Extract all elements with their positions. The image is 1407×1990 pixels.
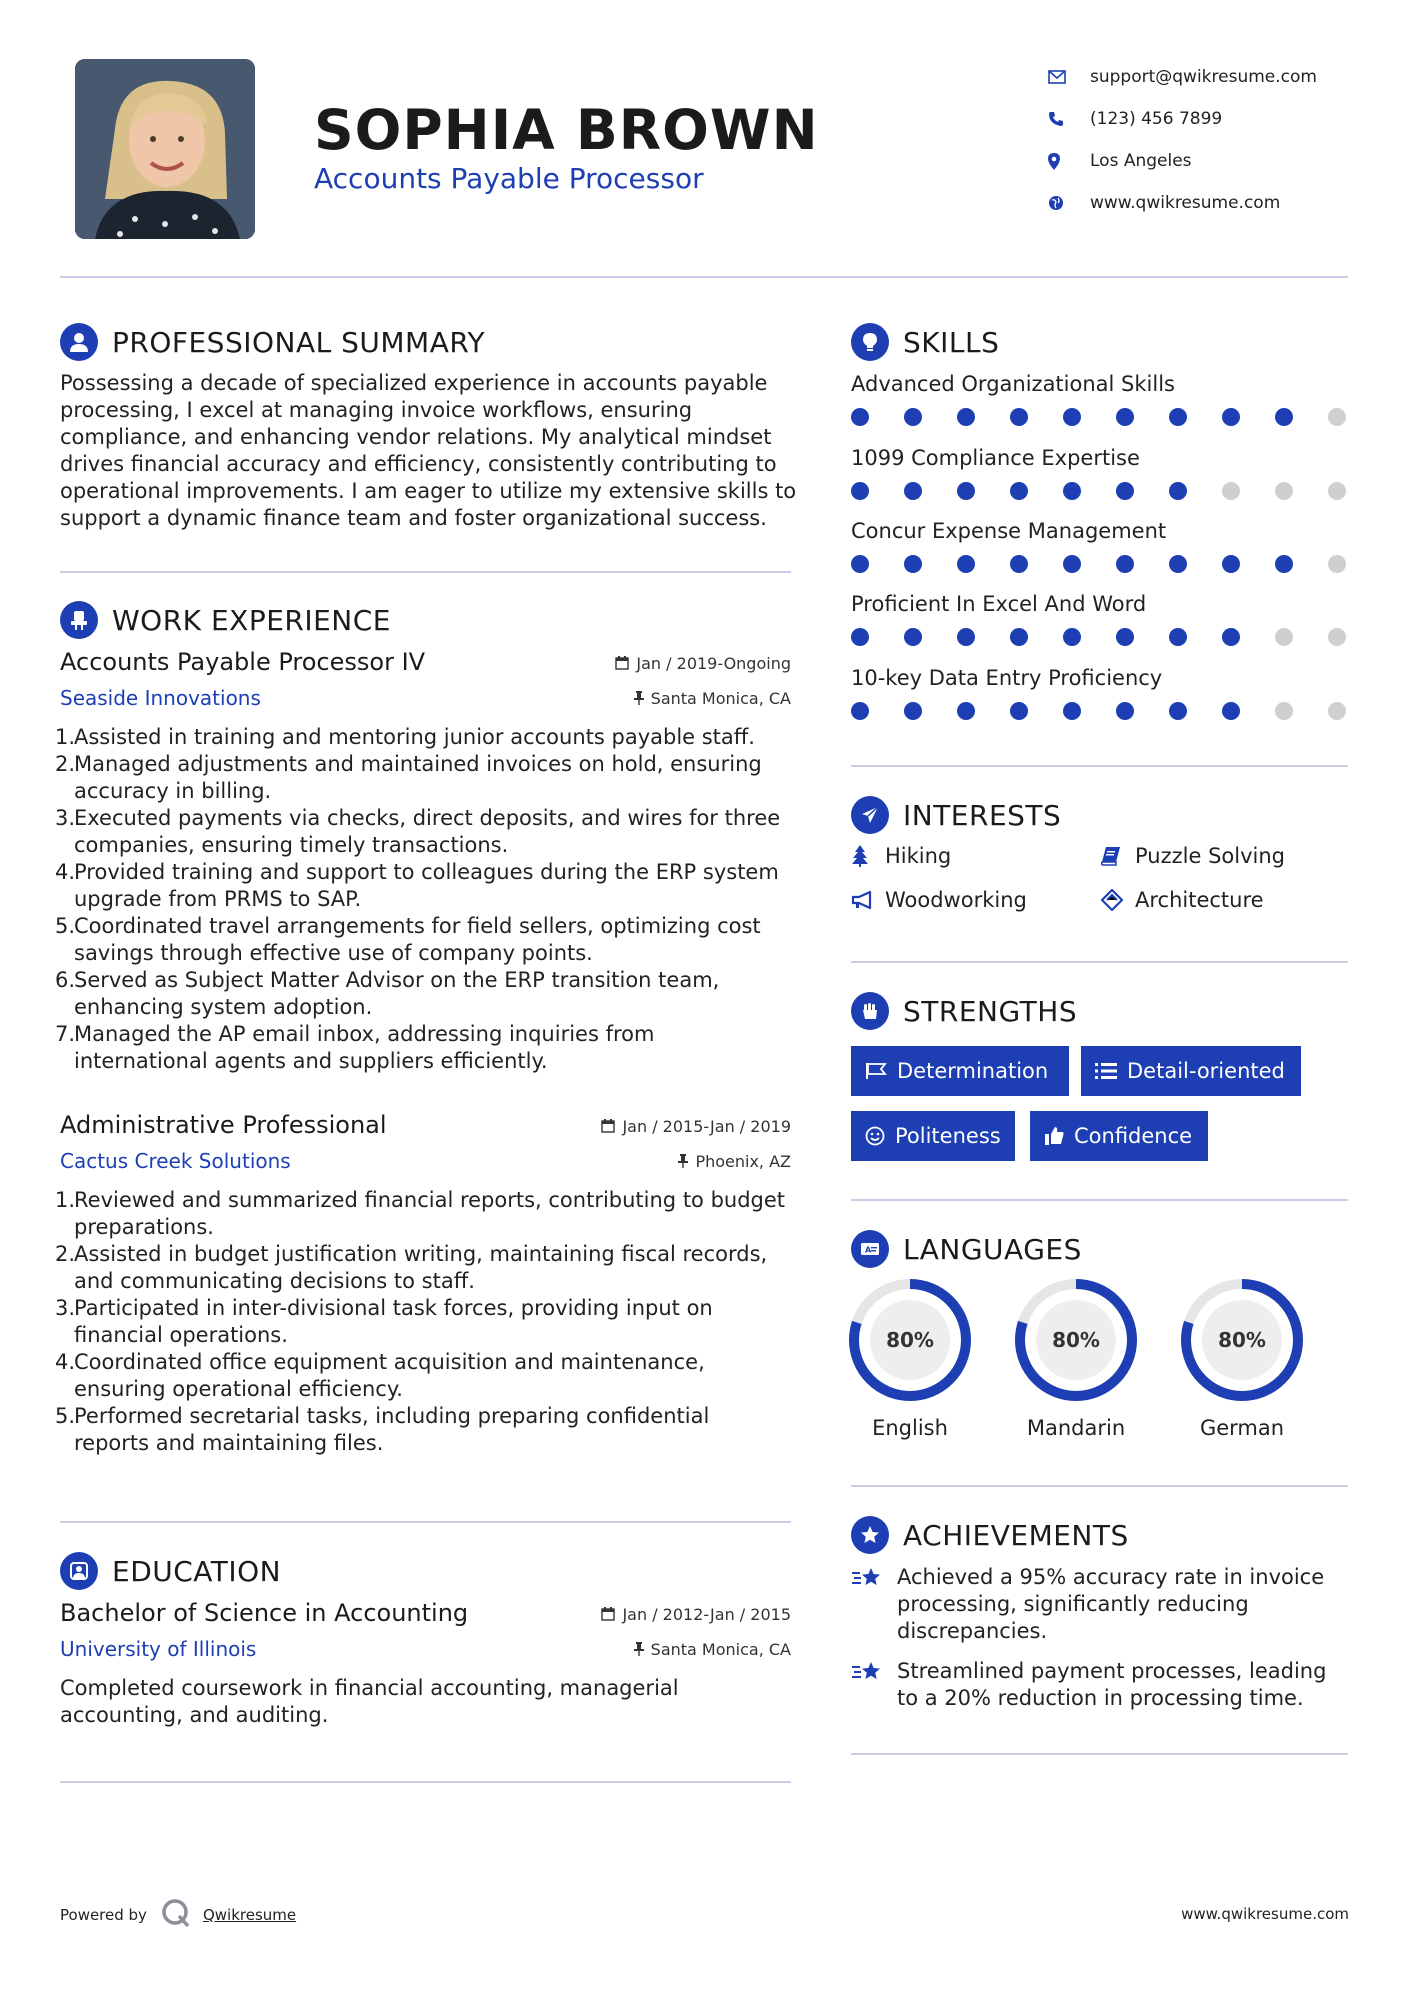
list-item: 4. Coordinated office equipment acquisition and maintenance, ensuring operational efficiency. xyxy=(55,1350,705,1401)
list-item: 6. Served as Subject Matter Advisor on the ERP transition team, enhancing system adoption. xyxy=(55,968,720,1019)
rating-dot-filled xyxy=(851,628,869,646)
achievement-item xyxy=(851,1658,1348,1712)
rating-dot-filled xyxy=(904,555,922,573)
language-progress-ring xyxy=(1014,1278,1138,1402)
pushpin-icon xyxy=(678,1154,688,1168)
strengths-title: STRENGTHS xyxy=(903,994,1078,1028)
rating-dot-filled xyxy=(1222,702,1240,720)
skill-rating xyxy=(851,555,1351,575)
interests-divider xyxy=(851,961,1348,963)
skill-name: Advanced Organizational Skills xyxy=(851,372,1175,396)
education-date xyxy=(601,1605,791,1624)
language-percent: 80% xyxy=(886,1328,934,1352)
rating-dot-filled xyxy=(851,482,869,500)
skills-heading xyxy=(851,323,999,361)
rating-dot-filled xyxy=(957,702,975,720)
interest-label: Puzzle Solving xyxy=(1135,844,1285,868)
rating-dot-filled xyxy=(904,628,922,646)
powered-by-label: Powered by xyxy=(60,1906,147,1924)
skill-rating xyxy=(851,628,1351,648)
strengths-divider xyxy=(851,1199,1348,1201)
rating-dot-filled xyxy=(1116,482,1134,500)
thumbs-up-icon xyxy=(1044,1126,1064,1146)
pushpin-icon xyxy=(634,1642,644,1656)
languages-divider xyxy=(851,1485,1348,1487)
shooting-star-icon xyxy=(851,1658,897,1712)
rating-dot-filled xyxy=(1116,555,1134,573)
language-percent: 80% xyxy=(1218,1328,1266,1352)
list-item: 3. Participated in inter-divisional task forces, providing input on financial operations. xyxy=(55,1296,713,1347)
skill-rating xyxy=(851,702,1351,722)
language-item xyxy=(848,1278,972,1440)
rating-dot-filled xyxy=(1063,555,1081,573)
achievements-title: ACHIEVEMENTS xyxy=(903,1518,1129,1552)
rating-dot-filled xyxy=(851,702,869,720)
job-date xyxy=(615,654,791,673)
job-entry xyxy=(55,648,791,1075)
list-item: 4. Provided training and support to colleagues during the ERP system upgrade from PRMS to SAP. xyxy=(55,860,779,911)
summary-title: PROFESSIONAL SUMMARY xyxy=(112,325,486,359)
education-description: Completed coursework in financial accounting, managerial accounting, and auditing. xyxy=(60,1676,679,1727)
rating-dot-filled xyxy=(904,482,922,500)
rating-dot-filled xyxy=(851,408,869,426)
phone-icon xyxy=(1048,111,1090,127)
skill-name: 10-key Data Entry Proficiency xyxy=(851,666,1163,690)
book-icon xyxy=(1101,846,1135,866)
graduate-icon xyxy=(60,1552,98,1590)
school-name: University of Illinois xyxy=(60,1637,257,1661)
rating-dot-filled xyxy=(1010,482,1028,500)
contact-email-text: support@qwikresume.com xyxy=(1090,67,1317,87)
job-location xyxy=(634,689,791,708)
job-location-text: Phoenix, AZ xyxy=(695,1151,791,1171)
job-duties xyxy=(55,1187,791,1457)
strength-label: Confidence xyxy=(1074,1124,1193,1148)
education-divider xyxy=(60,1781,791,1783)
rating-dot-filled xyxy=(1116,408,1134,426)
interest-item xyxy=(1101,844,1285,868)
achievement-item xyxy=(851,1564,1348,1645)
lightbulb-icon xyxy=(851,323,889,361)
strength-label: Determination xyxy=(897,1059,1049,1083)
contact-phone-text: (123) 456 7899 xyxy=(1090,109,1223,129)
candidate-role: Accounts Payable Processor xyxy=(314,162,704,195)
achievements-divider xyxy=(851,1753,1348,1755)
strength-label: Detail-oriented xyxy=(1127,1059,1285,1083)
skill-item xyxy=(851,519,1351,575)
qwikresume-logo-icon xyxy=(161,1898,191,1932)
hiking-icon xyxy=(851,845,885,867)
envelope-icon xyxy=(1048,70,1090,84)
header-divider xyxy=(60,276,1348,278)
job-title: Accounts Payable Processor IV xyxy=(60,648,426,676)
contact-list xyxy=(1048,56,1378,224)
smile-icon xyxy=(865,1126,885,1146)
rating-dot-empty xyxy=(1275,628,1293,646)
contact-location-text: Los Angeles xyxy=(1090,151,1192,171)
rating-dot-filled xyxy=(1169,482,1187,500)
contact-location xyxy=(1048,140,1378,182)
rating-dot-filled xyxy=(1169,408,1187,426)
map-pin-icon xyxy=(1048,153,1090,170)
summary-text: Possessing a decade of specialized experience in accounts payable processing, I excel at managing invoice workflows, ensuring compliance, and enhancing vendor relations. My analytical mindset drives financial accuracy and efficiency, consistently contributing to operational improvements. I am eager to utilize my extensive skills to support a dynamic finance team and foster organizational success. xyxy=(60,371,797,530)
skill-rating xyxy=(851,408,1351,428)
footer-branding xyxy=(60,1898,296,1932)
rating-dot-empty xyxy=(1328,408,1346,426)
list-item: 1. Reviewed and summarized financial reports, contributing to budget preparations. xyxy=(55,1188,786,1239)
ruler-pencil-icon xyxy=(1101,889,1135,911)
interest-label: Woodworking xyxy=(885,888,1027,912)
interests-heading xyxy=(851,796,1061,834)
rating-dot-filled xyxy=(1116,628,1134,646)
languages-title: LANGUAGES xyxy=(903,1232,1082,1266)
skill-rating xyxy=(851,482,1351,502)
interests-title: INTERESTS xyxy=(903,798,1062,832)
education-location-text: Santa Monica, CA xyxy=(650,1639,791,1659)
job-title: Administrative Professional xyxy=(60,1111,387,1139)
rating-dot-filled xyxy=(1275,408,1293,426)
work-divider xyxy=(60,1521,791,1523)
qwikresume-link[interactable]: Qwikresume xyxy=(202,1906,297,1924)
language-icon xyxy=(851,1230,889,1268)
rating-dot-filled xyxy=(957,628,975,646)
globe-icon xyxy=(1048,195,1090,211)
skill-item xyxy=(851,592,1351,648)
contact-email[interactable] xyxy=(1048,56,1378,98)
rating-dot-filled xyxy=(851,555,869,573)
skill-name: Concur Expense Management xyxy=(851,519,1167,543)
rating-dot-filled xyxy=(1010,555,1028,573)
contact-website[interactable] xyxy=(1048,182,1378,224)
job-date xyxy=(601,1117,791,1136)
rating-dot-empty xyxy=(1275,482,1293,500)
skill-name: 1099 Compliance Expertise xyxy=(851,446,1140,470)
strength-badge xyxy=(851,1111,1015,1161)
list-item: 2. Managed adjustments and maintained invoices on hold, ensuring accuracy in billing. xyxy=(55,752,762,803)
skill-item xyxy=(851,666,1351,722)
interest-label: Hiking xyxy=(885,844,952,868)
skills-divider xyxy=(851,765,1348,767)
education-location xyxy=(634,1640,791,1659)
rating-dot-filled xyxy=(957,555,975,573)
interest-item xyxy=(1101,888,1264,912)
rating-dot-filled xyxy=(1222,628,1240,646)
rating-dot-filled xyxy=(1063,628,1081,646)
rating-dot-filled xyxy=(1275,555,1293,573)
flag-icon xyxy=(865,1062,887,1080)
svg-text:A: A xyxy=(865,1245,872,1255)
candidate-name: SOPHIA BROWN xyxy=(314,98,819,162)
job-location-text: Santa Monica, CA xyxy=(650,688,791,708)
language-name: German xyxy=(1199,1416,1285,1440)
rating-dot-filled xyxy=(1063,702,1081,720)
education-heading xyxy=(60,1552,281,1590)
list-item: 5. Performed secretarial tasks, including preparing confidential reports and maintaining files. xyxy=(55,1404,710,1455)
list-item: 3. Executed payments via checks, direct deposits, and wires for three companies, ensuring timely transactions. xyxy=(55,806,781,857)
calendar-icon xyxy=(601,1607,615,1621)
rating-dot-filled xyxy=(1063,408,1081,426)
star-badge-icon xyxy=(851,1516,889,1554)
rating-dot-filled xyxy=(1063,482,1081,500)
skill-item xyxy=(851,446,1351,502)
strength-label: Politeness xyxy=(895,1124,1001,1148)
language-percent: 80% xyxy=(1052,1328,1100,1352)
rating-dot-filled xyxy=(1116,702,1134,720)
rating-dot-empty xyxy=(1328,482,1346,500)
rating-dot-empty xyxy=(1328,702,1346,720)
footer-url[interactable]: www.qwikresume.com xyxy=(1181,1905,1349,1923)
paper-plane-icon xyxy=(851,796,889,834)
contact-phone[interactable] xyxy=(1048,98,1378,140)
pushpin-icon xyxy=(634,691,644,705)
rating-dot-filled xyxy=(1169,702,1187,720)
rating-dot-filled xyxy=(1010,408,1028,426)
rating-dot-filled xyxy=(1169,628,1187,646)
contact-website-text: www.qwikresume.com xyxy=(1090,193,1281,213)
job-entry xyxy=(55,1111,791,1457)
rating-dot-filled xyxy=(904,702,922,720)
interest-item xyxy=(851,844,951,868)
skill-item xyxy=(851,372,1351,428)
work-heading xyxy=(60,601,391,639)
shooting-star-icon xyxy=(851,1564,897,1645)
calendar-icon xyxy=(615,656,629,670)
skill-name: Proficient In Excel And Word xyxy=(851,592,1147,616)
list-item: 2. Assisted in budget justification writing, maintaining fiscal records, and communicating decisions to staff. xyxy=(55,1242,768,1293)
language-progress-ring xyxy=(848,1278,972,1402)
skills-title: SKILLS xyxy=(903,325,1000,359)
education-entry xyxy=(60,1599,791,1729)
list-item: 5. Coordinated travel arrangements for field sellers, optimizing cost savings through effective use of company points. xyxy=(55,914,761,965)
rating-dot-empty xyxy=(1222,482,1240,500)
list-item: 1. Assisted in training and mentoring junior accounts payable staff. xyxy=(55,725,755,749)
degree-title: Bachelor of Science in Accounting xyxy=(60,1599,469,1627)
job-date-text: Jan / 2015-Jan / 2019 xyxy=(622,1116,791,1136)
language-item xyxy=(1014,1278,1138,1440)
education-date-text: Jan / 2012-Jan / 2015 xyxy=(622,1604,791,1624)
strength-badge xyxy=(851,1046,1069,1096)
summary-heading xyxy=(60,323,485,361)
list-icon xyxy=(1095,1062,1117,1080)
education-title: EDUCATION xyxy=(112,1554,282,1588)
language-name: Mandarin xyxy=(1026,1416,1126,1440)
achievement-text: Streamlined payment processes, leading to a 20% reduction in processing time. xyxy=(897,1659,1327,1710)
bullhorn-icon xyxy=(851,891,885,909)
language-name: English xyxy=(872,1416,948,1440)
strength-badge xyxy=(1081,1046,1301,1096)
rating-dot-filled xyxy=(1169,555,1187,573)
language-item xyxy=(1180,1278,1304,1440)
calendar-icon xyxy=(601,1119,615,1133)
rating-dot-empty xyxy=(1328,555,1346,573)
rating-dot-filled xyxy=(1222,555,1240,573)
achievement-text: Achieved a 95% accuracy rate in invoice processing, significantly reducing discrepancies. xyxy=(897,1565,1325,1643)
rating-dot-filled xyxy=(957,408,975,426)
rating-dot-empty xyxy=(1328,628,1346,646)
rating-dot-empty xyxy=(1275,702,1293,720)
job-company: Cactus Creek Solutions xyxy=(60,1149,291,1173)
job-company: Seaside Innovations xyxy=(60,686,261,710)
briefcase-icon xyxy=(60,601,98,639)
job-date-text: Jan / 2019-Ongoing xyxy=(636,653,791,673)
user-icon xyxy=(60,323,98,361)
rating-dot-filled xyxy=(957,482,975,500)
strength-badge xyxy=(1030,1111,1208,1161)
achievements-heading xyxy=(851,1516,1129,1554)
languages-heading xyxy=(851,1230,1082,1268)
job-location xyxy=(678,1152,791,1171)
language-progress-ring xyxy=(1180,1278,1304,1402)
work-title: WORK EXPERIENCE xyxy=(112,603,391,637)
rating-dot-filled xyxy=(1010,702,1028,720)
rating-dot-filled xyxy=(904,408,922,426)
summary-divider xyxy=(60,571,791,573)
list-item: 7. Managed the AP email inbox, addressing inquiries from international agents and suppliers efficiently. xyxy=(55,1022,655,1073)
fist-icon xyxy=(851,992,889,1030)
job-duties xyxy=(55,724,791,1075)
interest-item xyxy=(851,888,1027,912)
interest-label: Architecture xyxy=(1135,888,1264,912)
rating-dot-filled xyxy=(1222,408,1240,426)
rating-dot-filled xyxy=(1010,628,1028,646)
strengths-heading xyxy=(851,992,1077,1030)
profile-photo xyxy=(75,59,255,239)
